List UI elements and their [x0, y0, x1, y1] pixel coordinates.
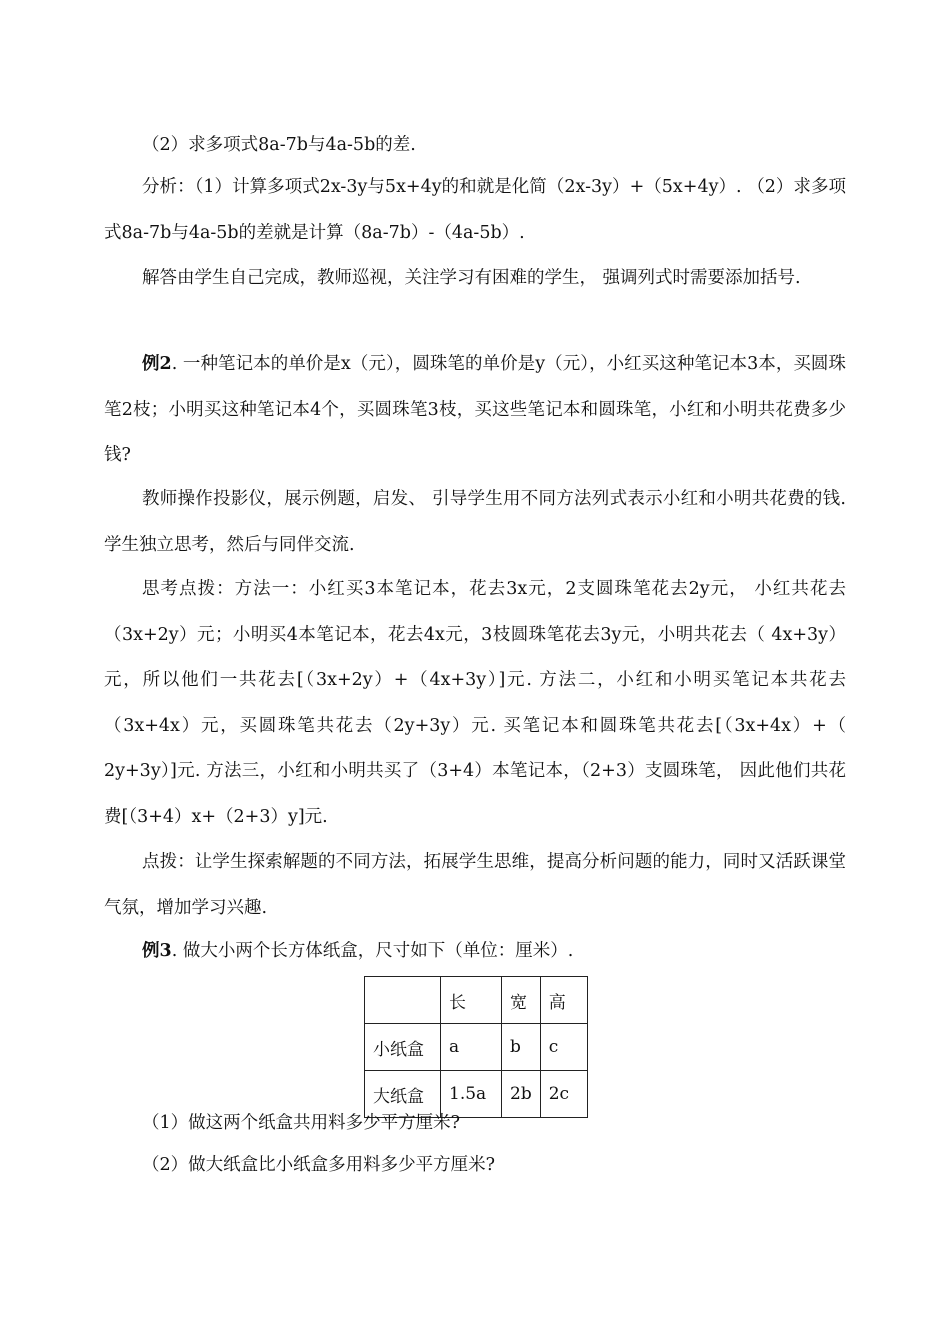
paragraph-teacher-action: 教师操作投影仪，展示例题，启发、 引导学生用不同方法列式表示小红和小明共花费的钱. 学生独立思考，然后与同伴交流. — [104, 489, 846, 555]
table-row — [365, 1024, 588, 1071]
example2-label: 例2 — [142, 354, 172, 374]
table-cell: 1.5a — [441, 1071, 502, 1118]
table-cell: 2b — [502, 1071, 541, 1118]
paragraph-tip: 点拨：让学生探索解题的不同方法，拓展学生思维，提高分析问题的能力，同时又活跃课堂气氛，增加学习兴趣. — [104, 852, 846, 918]
table-header-cell: 高 — [540, 977, 587, 1024]
table-cell: 2c — [540, 1071, 587, 1118]
box-dimension-table — [364, 976, 588, 1118]
table-cell: a — [441, 1024, 502, 1071]
table-cell: 小纸盒 — [365, 1024, 441, 1071]
paragraph-answer-note: 解答由学生自己完成，教师巡视，关注学习有困难的学生， 强调列式时需要添加括号. — [142, 268, 801, 288]
paragraph-part2: （2）求多项式8a-7b与4a-5b的差. — [142, 135, 416, 155]
table-cell: 大纸盒 — [365, 1071, 441, 1118]
table-header-cell: 长 — [441, 977, 502, 1024]
table-header-cell: 宽 — [502, 977, 541, 1024]
paragraph-hint-methods: 思考点拨：方法一：小红买3本笔记本，花去3x元，2支圆珠笔花去2y元， 小红共花去（3x+2y）元；小明买4本笔记本，花去4x元，3枝圆珠笔花去3y元，小明共花去（ 4x+3y）元，所以他们一共花去[（3x+2y）+（4x+3y）]元. 方法二，小红和小明买笔记本共花去（3x+4x）元，买圆珠笔共花去（2y+3y）元. 买笔记本和圆珠笔共花去[（3x+4x）+（ 2y+3y）]元. 方法三，小红和小明共买了（3+4）本笔记本，（2+3）支圆珠笔， 因此他们共花费[（3+4）x+（2+3）y]元. — [104, 579, 846, 827]
paragraph-analysis: 分析：（1）计算多项式2x-3y与5x+4y的和就是化简（2x-3y）+（5x+4y）. （2）求多项式8a-7b与4a-5b的差就是计算（8a-7b）-（4a-5b）. — [104, 177, 846, 243]
table-header-cell — [365, 977, 441, 1024]
paragraph-example2 — [104, 342, 846, 479]
paragraph-example3 — [104, 929, 846, 975]
example2-text: . 一种笔记本的单价是x（元），圆珠笔的单价是y（元），小红买这种笔记本3本，买圆珠笔2枝；小明买这种笔记本4个，买圆珠笔3枝，买这些笔记本和圆珠笔，小红和小明共花费多少钱? — [104, 354, 846, 465]
example3-label: 例3 — [142, 941, 172, 961]
question-1: （1）做这两个纸盒共用料多少平方厘米? — [142, 1113, 461, 1133]
question-2: （2）做大纸盒比小纸盒多用料多少平方厘米? — [142, 1155, 496, 1175]
table-header-row — [365, 977, 588, 1024]
table-cell: b — [502, 1024, 541, 1071]
table-cell: c — [540, 1024, 587, 1071]
example3-text: . 做大小两个长方体纸盒，尺寸如下（单位：厘米）. — [171, 941, 574, 961]
